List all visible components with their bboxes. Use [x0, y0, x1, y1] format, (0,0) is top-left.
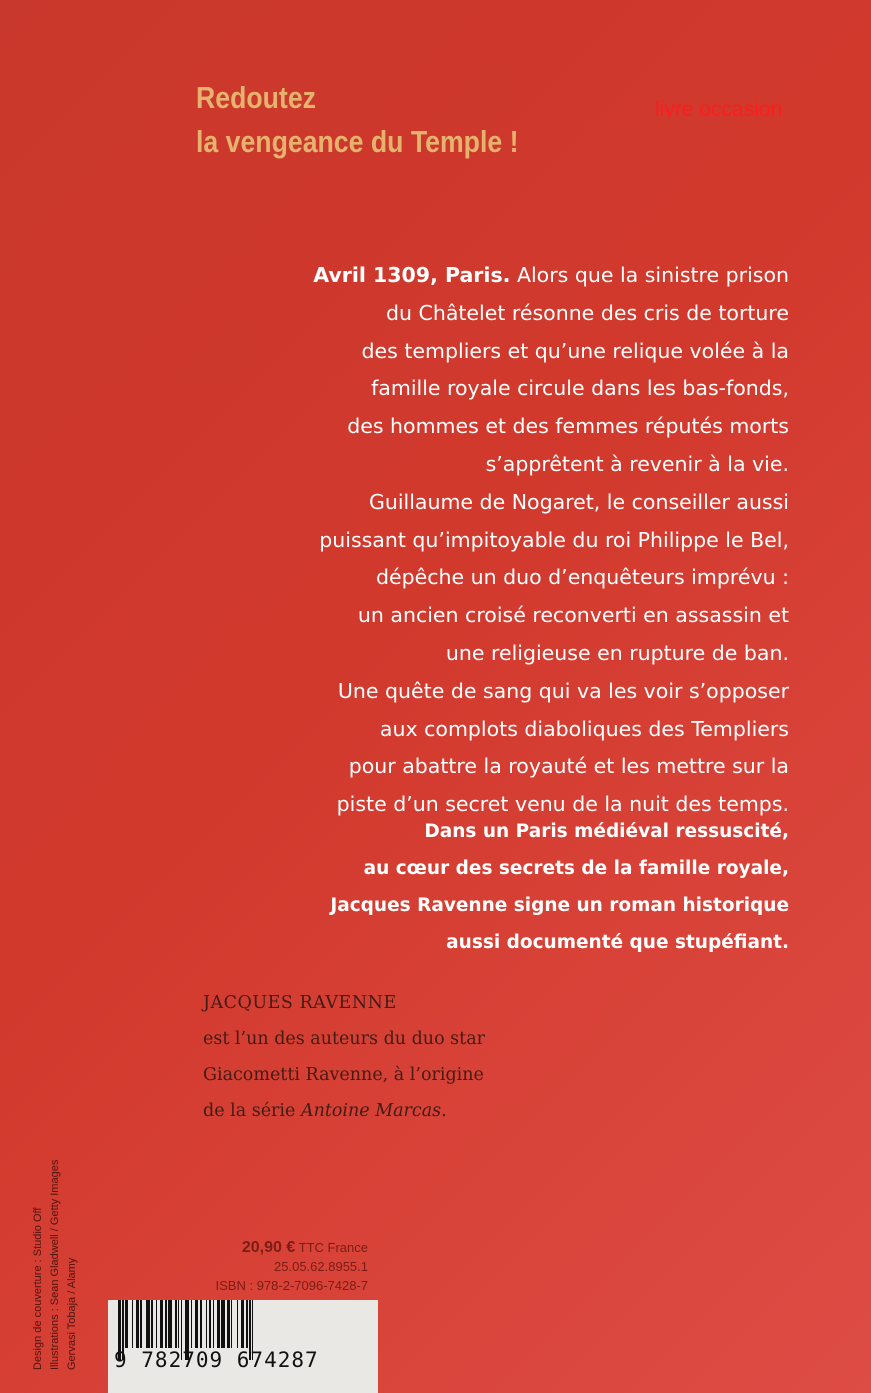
tagline-line-2: la vengeance du Temple !: [196, 124, 519, 159]
series-title: Antoine Marcas: [300, 1101, 442, 1121]
tagline: [196, 76, 518, 164]
blurb-line: dépêche un duo d’enquêteurs imprévu :: [375, 565, 789, 590]
blurb-line: piste d’un secret venu de la nuit des temps.: [336, 792, 789, 817]
blurb-line: du Châtelet résonne des cris de torture: [385, 300, 789, 325]
blurb-line: un ancien croisé reconverti en assassin et: [357, 603, 789, 628]
blurb-line: Alors que la sinistre prison: [510, 263, 789, 287]
blurb-line: Une quête de sang qui va les voir s’opposer: [337, 678, 789, 703]
price-region: TTC France: [298, 1240, 368, 1255]
barcode-digits: 9 782709 674287: [114, 1348, 319, 1372]
used-book-stamp: livre occasion: [655, 98, 783, 121]
price: 20,90 €: [241, 1239, 296, 1256]
blurb-line: des hommes et des femmes réputés morts: [347, 414, 789, 439]
author-bio: [203, 985, 485, 1129]
author-bio-line: est l’un des auteurs du duo star: [203, 1029, 485, 1049]
blurb-line: s’apprêtent à revenir à la vie.: [485, 451, 789, 476]
pitch-line: au cœur des secrets de la famille royale,: [363, 858, 789, 879]
author-bio-text: de la série: [203, 1101, 301, 1121]
blurb-line: famille royale circule dans les bas-fonds,: [371, 376, 789, 401]
barcode: [108, 1300, 378, 1393]
image-credits: [30, 1140, 81, 1370]
pitch-line: Dans un Paris médiéval ressuscité,: [424, 821, 789, 842]
blurb-line: des templiers et qu’une relique volée à la: [361, 338, 789, 363]
blurb-line: puissant qu’impitoyable du roi Philippe le Bel,: [319, 527, 789, 552]
credit-line: Gervasi Tobaja / Alamy: [66, 1257, 78, 1370]
pitch-line: Jacques Ravenne signe un roman historique: [330, 895, 789, 916]
blurb-line: pour abattre la royauté et les mettre sur la: [348, 754, 789, 779]
author-bio-text: .: [441, 1101, 447, 1121]
blurb-line: Guillaume de Nogaret, le conseiller aussi: [368, 489, 789, 514]
price-block: [216, 1238, 368, 1295]
pitch: [169, 813, 789, 961]
blurb: [169, 257, 789, 824]
credit-line: Illustrations : Sean Gladwell / Getty Images: [49, 1159, 61, 1370]
blurb-lead: Avril 1309, Paris.: [313, 263, 511, 287]
credit-line: Design de couverture : Studio Off: [32, 1207, 44, 1370]
product-code: 25.05.62.8955.1: [274, 1259, 368, 1274]
blurb-line: aux complots diaboliques des Templiers: [379, 716, 789, 741]
author-bio-line: Giacometti Ravenne, à l’origine: [203, 1065, 484, 1085]
author-bio-line: [203, 1093, 485, 1129]
blurb-line: une religieuse en rupture de ban.: [445, 640, 789, 665]
isbn: ISBN : 978-2-7096-7428-7: [215, 1278, 368, 1293]
tagline-line-1: Redoutez: [196, 80, 316, 115]
pitch-line: aussi documenté que stupéfiant.: [446, 932, 789, 953]
author-name: JACQUES RAVENNE: [203, 993, 397, 1013]
